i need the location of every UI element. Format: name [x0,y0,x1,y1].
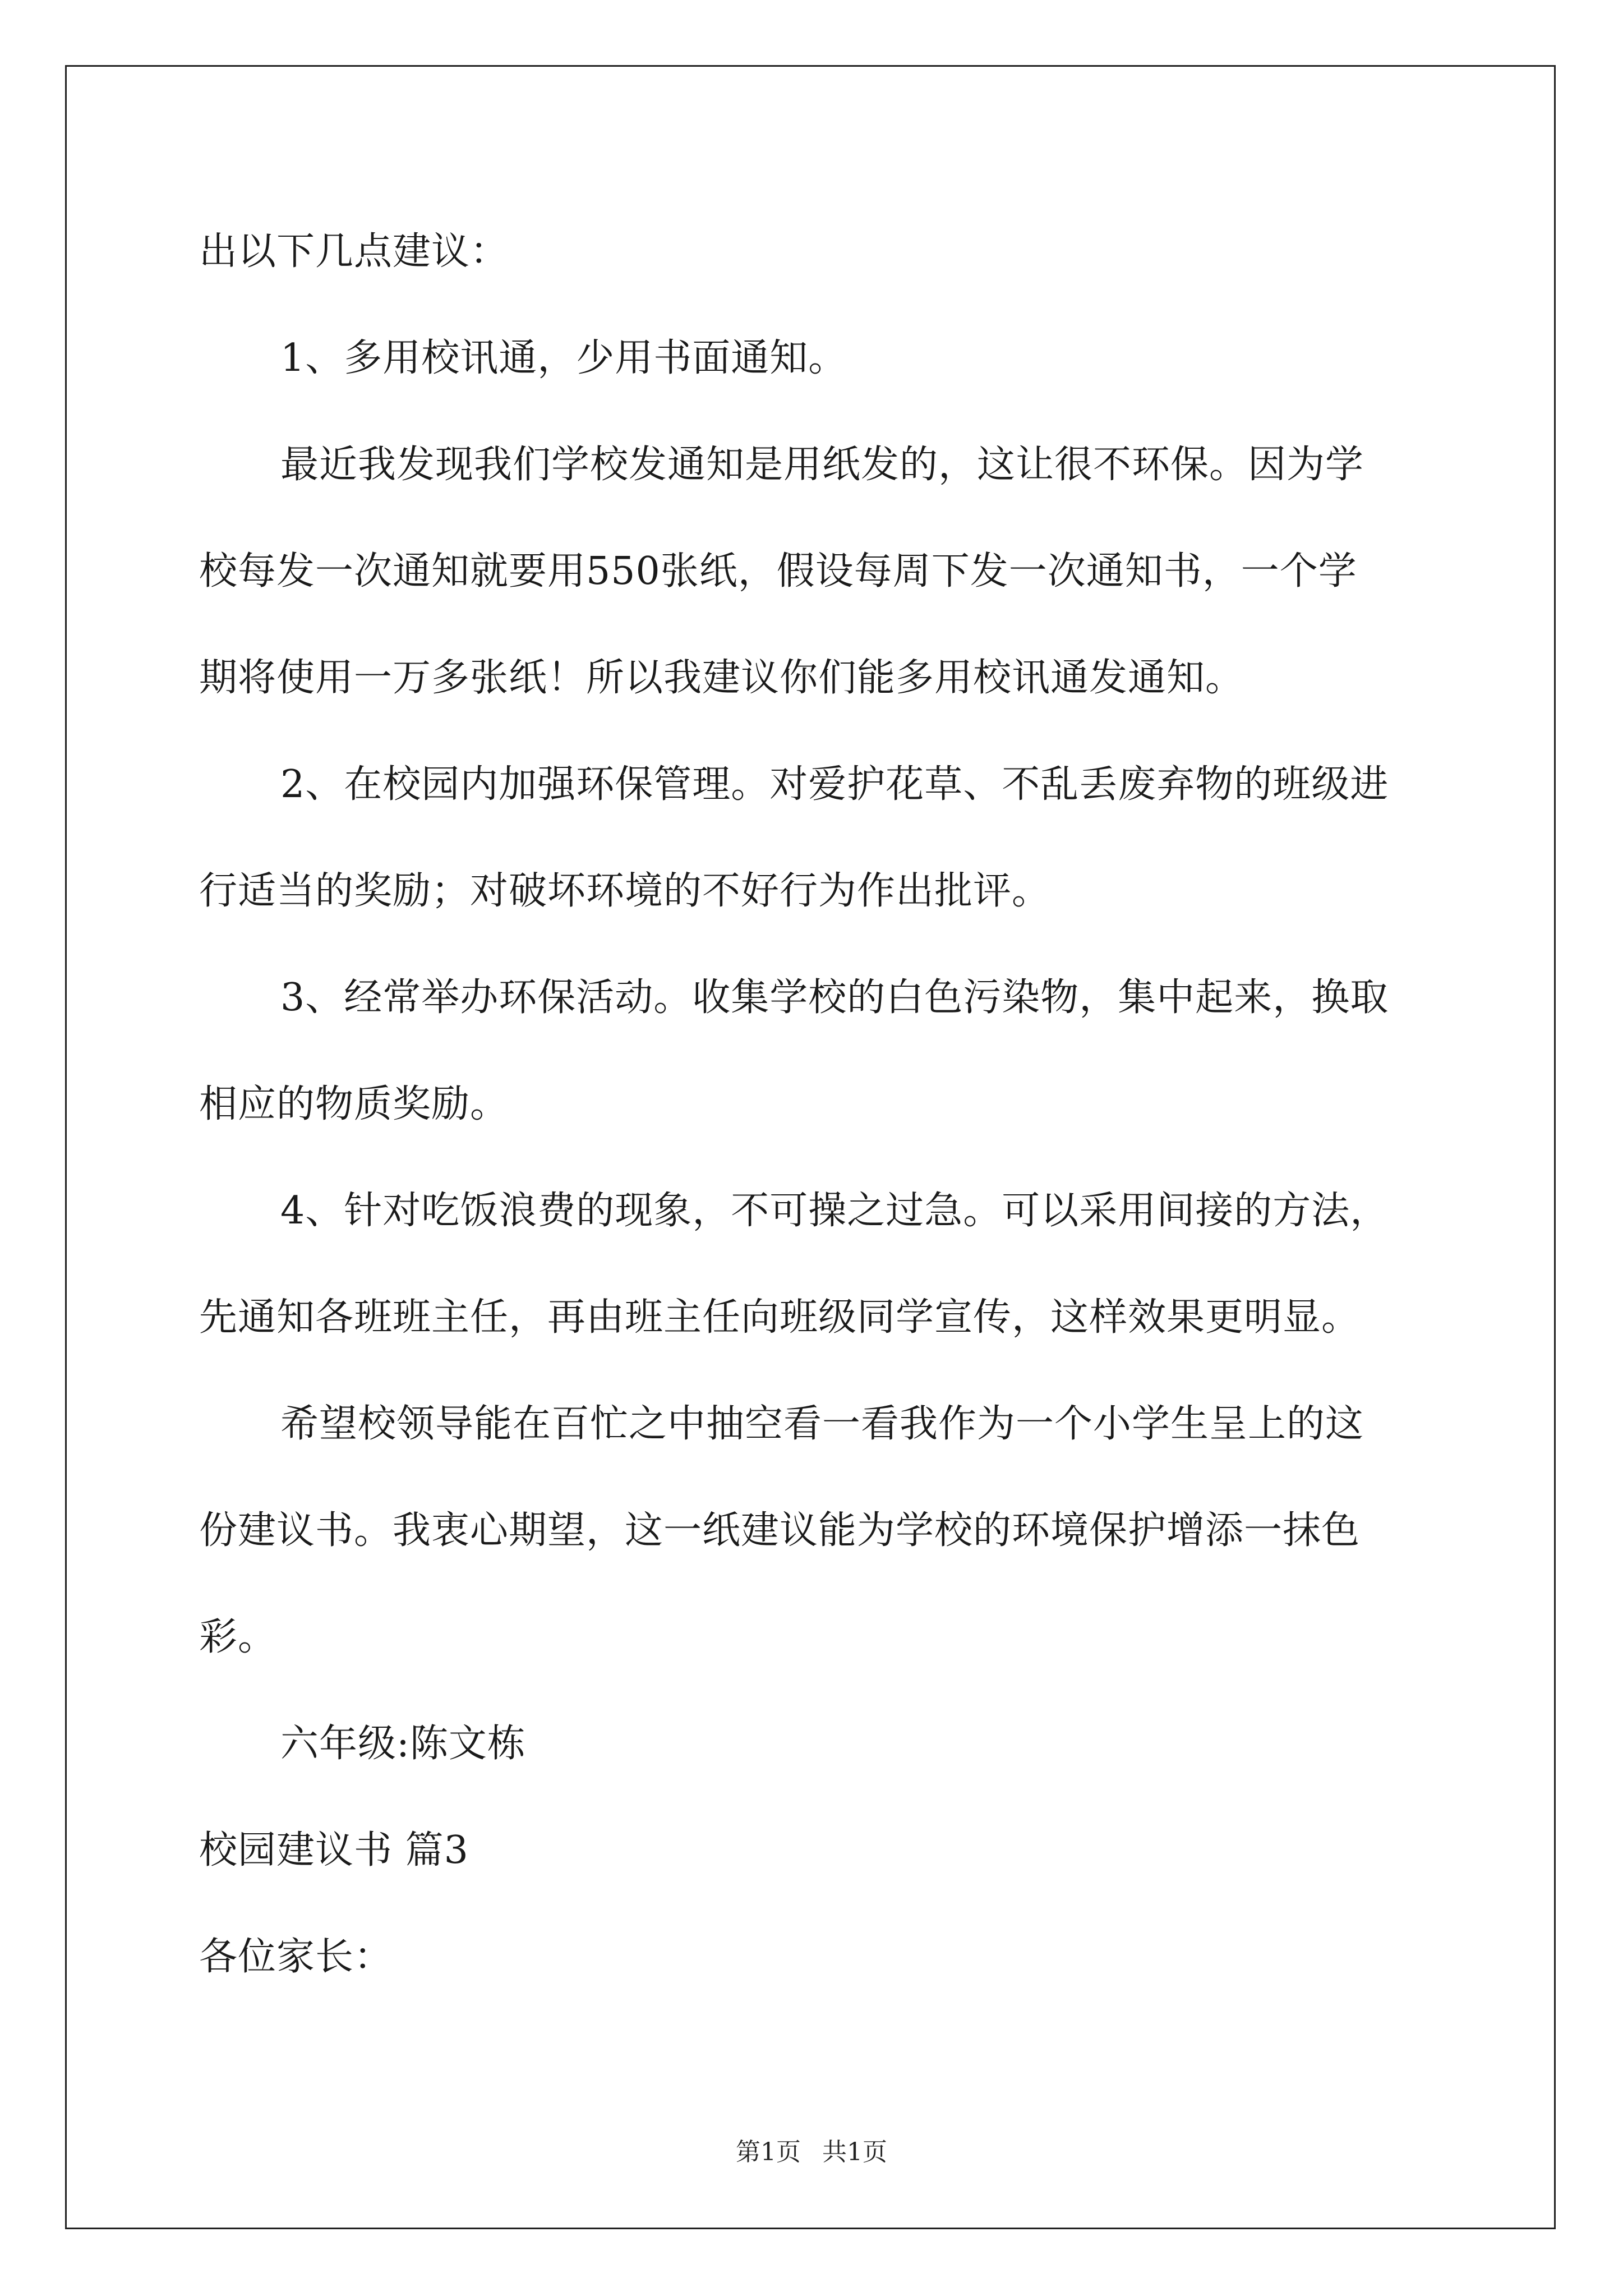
section-heading: 校园建议书 篇3 [199,1828,469,1872]
text-line: 出以下几点建议： [199,229,509,274]
text-line: 先通知各班班主任，再由班主任向班级同学宣传，这样效果更明显。 [199,1295,1361,1340]
text-line: 彩。 [199,1615,277,1659]
page-footer [0,2132,1623,2168]
text-line: 希望校领导能在百忙之中抽空看一看我作为一个小学生呈上的这 [280,1402,1364,1446]
signature-line: 六年级:陈文栋 [280,1722,526,1766]
salutation: 各位家长： [199,1935,393,1979]
text-line: 1、多用校讯通，少用书面通知。 [280,336,847,380]
text-line: 4、针对吃饭浪费的现象，不可操之过急。可以采用间接的方法， [280,1189,1389,1233]
text-line: 最近我发现我们学校发通知是用纸发的，这让很不环保。因为学 [280,443,1364,487]
page-total: 共1页 [822,2138,887,2166]
text-line: 行适当的奖励；对破坏环境的不好行为作出批评。 [199,869,1051,913]
page-number: 第1页 [736,2138,801,2166]
text-line: 相应的物质奖励。 [199,1082,509,1126]
text-line: 2、在校园内加强环保管理。对爱护花草、不乱丢废弃物的班级进 [280,762,1389,807]
text-line: 期将使用一万多张纸！所以我建议你们能多用校讯通发通知。 [199,656,1244,700]
text-line: 3、经常举办环保活动。收集学校的白色污染物，集中起来，换取 [280,976,1389,1020]
page-border [65,65,1556,2229]
text-line: 校每发一次通知就要用550张纸，假设每周下发一次通知书，一个学 [199,549,1357,593]
text-line: 份建议书。我衷心期望，这一纸建议能为学校的环境保护增添一抹色 [199,1508,1361,1553]
